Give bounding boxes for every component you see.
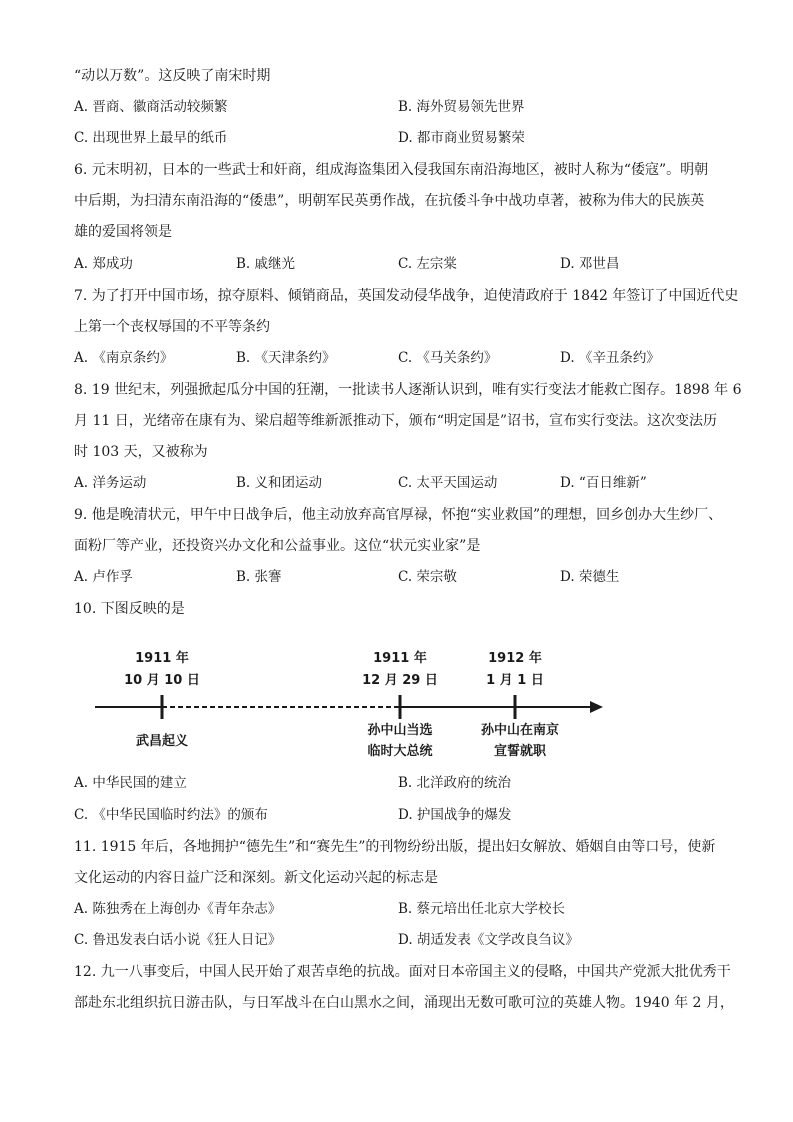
q7-option-a: A. 《南京条约》 [74, 350, 174, 366]
timeline-event-2-line1: 孙中山当选 [367, 723, 433, 738]
q6-option-d: D. 邓世昌 [560, 256, 620, 272]
q9-option-b: B. 张謇 [236, 569, 282, 585]
q5-option-d: D. 都市商业贸易繁荣 [398, 130, 525, 146]
q9-option-d: D. 荣德生 [560, 569, 620, 585]
q7-option-d: D. 《辛丑条约》 [560, 350, 660, 366]
q10-option-d: D. 护国战争的爆发 [398, 807, 512, 823]
q11-stem-line2: 文化运动的内容日益广泛和深刻。新文化运动兴起的标志是 [74, 870, 438, 886]
q7-option-c: C. 《马关条约》 [398, 350, 498, 366]
q6-stem-line3: 雄的爱国将领是 [74, 224, 172, 240]
q7-option-b: B. 《天津条约》 [236, 350, 336, 366]
q5-stem: “动以万数”。这反映了南宋时期 [74, 68, 271, 84]
q9-option-c: C. 荣宗敬 [398, 569, 457, 585]
q6-option-c: C. 左宗棠 [398, 256, 457, 272]
timeline-event-3-line1: 孙中山在南京 [480, 723, 559, 738]
q11-stem-line1: 11. 1915 年后，各地拥护“德先生”和“赛先生”的刊物纷纷出版，提出妇女解放、婚姻自由等口号，使新 [74, 839, 716, 855]
q10-option-a: A. 中华民国的建立 [74, 775, 187, 791]
timeline-arrowhead [590, 701, 603, 713]
q6-stem-line2: 中后期，为扫清东南沿海的“倭患”，明朝军民英勇作战，在抗倭斗争中战功卓著，被称为伟大的民族英 [74, 193, 705, 209]
q8-stem-line2: 月 11 日，光绪帝在康有为、梁启超等维新派推动下，颁布“明定国是”诏书，宣布实行变法。这次变法历 [74, 413, 718, 429]
q12-stem-line2: 部赴东北组织抗日游击队，与日军战斗在白山黑水之间，涌现出无数可歌可泣的英雄人物。1940 年 2 月， [74, 995, 734, 1011]
q11-option-a: A. 陈独秀在上海创办《青年杂志》 [74, 901, 282, 917]
timeline-date-3: 1 月 1 日 [486, 673, 544, 688]
q8-option-a: A. 洋务运动 [74, 475, 147, 491]
q9-stem-line1: 9. 他是晚清状元，甲午中日战争后，他主动放弃高官厚禄，怀抱“实业救国”的理想，回乡创办大生纱厂、 [74, 507, 723, 523]
timeline-event-1: 武昌起义 [135, 734, 188, 749]
q7-stem-line2: 上第一个丧权辱国的不平等条约 [74, 319, 270, 335]
timeline-event-2-line2: 临时大总统 [367, 744, 433, 759]
q8-stem-line1: 8. 19 世纪末，列强掀起瓜分中国的狂潮，一批读书人逐渐认识到，唯有实行变法才能救亡图存。1898 年 6 [74, 382, 742, 398]
q6-option-a: A. 郑成功 [74, 256, 133, 272]
q6-option-b: B. 戚继光 [236, 256, 296, 272]
timeline-event-3-line2: 宣誓就职 [493, 744, 546, 759]
q5-option-a: A. 晋商、徽商活动较频繁 [74, 99, 228, 115]
timeline-year-1: 1911 年 [135, 651, 189, 666]
q6-stem-line1: 6. 元末明初，日本的一些武士和奸商，组成海盗集团入侵我国东南沿海地区，被时人称为“倭寇”。明朝 [74, 162, 709, 178]
q8-option-d: D. “百日维新” [560, 475, 647, 491]
q9-stem-line2: 面粉厂等产业，还投资兴办文化和公益事业。这位“状元实业家”是 [74, 538, 481, 554]
timeline-date-1: 10 月 10 日 [124, 673, 200, 688]
q11-option-b: B. 蔡元培出任北京大学校长 [398, 901, 566, 917]
q9-option-a: A. 卢作孚 [74, 569, 133, 585]
timeline-date-2: 12 月 29 日 [362, 673, 438, 688]
q12-stem-line1: 12. 九一八事变后，中国人民开始了艰苦卓绝的抗战。面对日本帝国主义的侵略，中国共产党派大批优秀干 [74, 964, 731, 980]
q7-stem-line1: 7. 为了打开中国市场，掠夺原料、倾销商品，英国发动侵华战争，迫使清政府于 1842 年签订了中国近代史 [74, 288, 739, 304]
q8-option-c: C. 太平天国运动 [398, 475, 498, 491]
q8-option-b: B. 义和团运动 [236, 475, 323, 491]
q8-stem-line3: 时 103 天，又被称为 [74, 444, 208, 460]
q10-option-b: B. 北洋政府的统治 [398, 775, 512, 791]
q11-option-c: C. 鲁迅发表白话小说《狂人日记》 [74, 932, 282, 948]
timeline-year-2: 1911 年 [373, 651, 427, 666]
timeline-year-3: 1912 年 [488, 651, 542, 666]
q5-option-c: C. 出现世界上最早的纸币 [74, 130, 228, 146]
q11-option-d: D. 胡适发表《文学改良刍议》 [398, 932, 579, 948]
q10-stem: 10. 下图反映的是 [74, 601, 185, 617]
q10-option-c: C. 《中华民国临时约法》的颁布 [74, 807, 268, 823]
q5-option-b: B. 海外贸易领先世界 [398, 99, 525, 115]
